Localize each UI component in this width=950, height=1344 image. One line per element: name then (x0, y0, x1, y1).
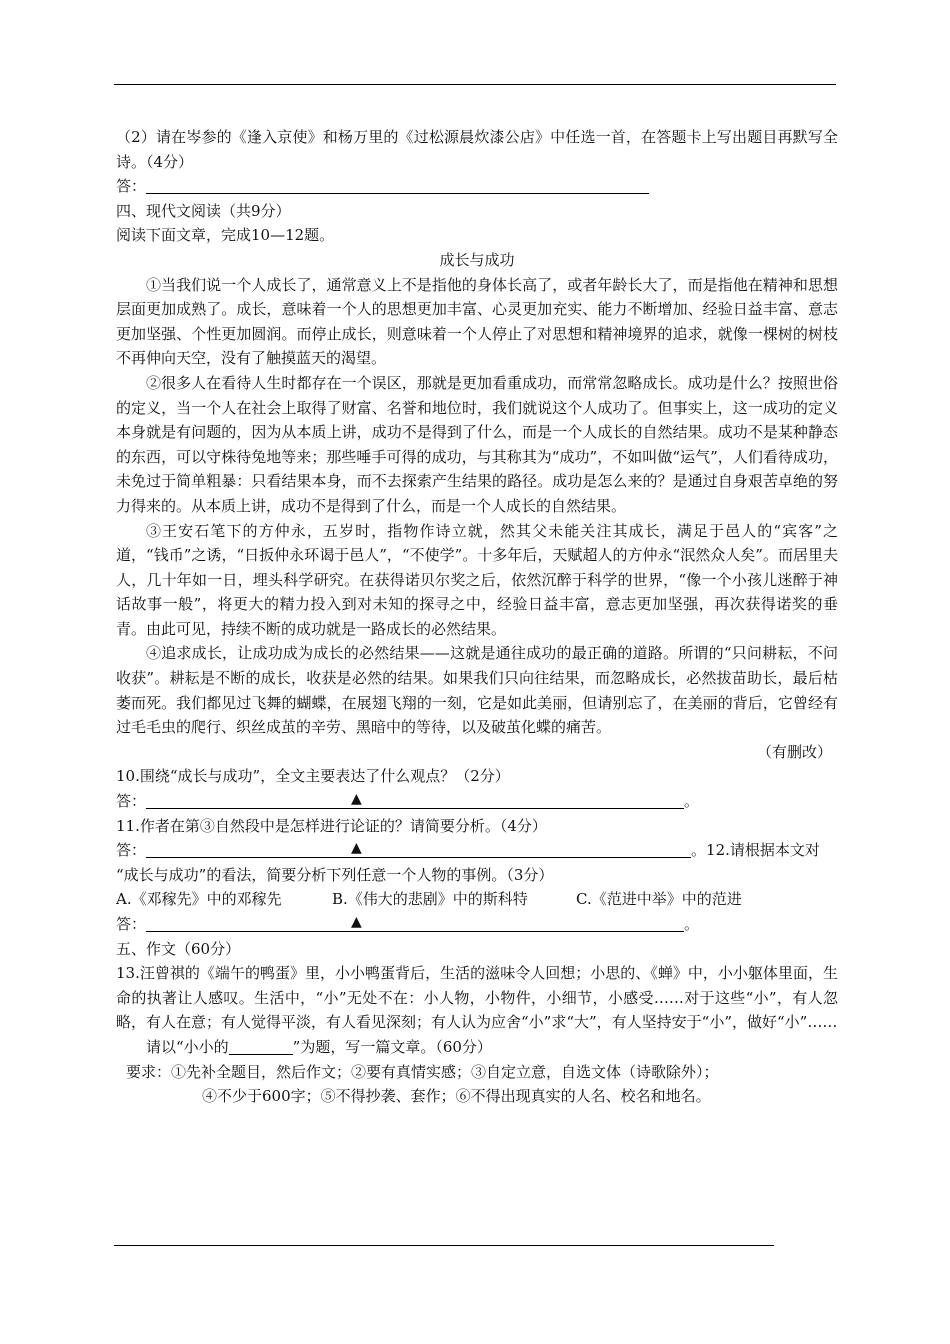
q10-answer-line (116, 789, 838, 814)
answer-end: 。 (691, 841, 707, 860)
title-blank[interactable] (229, 1038, 293, 1055)
answer-marker-icon: ▲ (351, 791, 362, 808)
q13-prompt (116, 1035, 838, 1060)
q12-text: “成长与成功”的看法，简要分析下列任意一个人物的事例。（3分） (116, 865, 554, 884)
exam-page (116, 125, 838, 1109)
q12-option-c: C.《范进中举》中的范进 (576, 890, 742, 909)
answer-marker-icon: ▲ (351, 840, 362, 857)
q11-answer-line (116, 838, 838, 863)
q11-text: 11.作者在第③自然段中是怎样进行论证的？请简要分析。（4分） (116, 816, 547, 835)
answer-blank[interactable] (146, 790, 684, 809)
answer-label: 答： (116, 792, 147, 811)
q12-options (116, 887, 838, 912)
answer-label: 答： (116, 177, 147, 196)
answer-label: 答： (116, 915, 147, 933)
answer-label: 答： (116, 841, 147, 860)
answer-blank[interactable] (146, 913, 684, 932)
q9-2-answer-line (116, 174, 838, 199)
q13-text: 13.汪曾祺的《端午的鸭蛋》里，小小鸭蛋背后，生活的滋味令人回想；小思的、《蝉》中，小小躯体里面，生命的执著让人感叹。生活中，“小”无处不在：小人物，小物件，小细节，小感受……对于这些“小”，有人忽略，有人在意；有人觉得平淡，有人看见深刻；有人认为应舍“小”求“大”，有人坚持安于“小”，做好“小”…… (116, 964, 838, 1032)
requirements-line-2: ④不少于600字；⑤不得抄袭、套作；⑥不得出现真实的人名、校名和地名。 (202, 1087, 711, 1106)
prompt-before: 请以“小小的 (146, 1037, 229, 1056)
answer-end: 。 (684, 915, 700, 933)
answer-blank[interactable] (146, 839, 691, 858)
article-paragraph-1: ①当我们说一个人成长了，通常意义上不是指他的身体长高了，或者年龄长大了，而是指他在精神和思想层面更加成熟了。成长，意味着一个人的思想更加丰富、心灵更加充实、能力不断增加、经验日益丰富、意志更加坚强、个性更加圆润。而停止成长，则意味着一个人停止了对思想和精神境界的追求，就像一棵树的树枝不再伸向天空，没有了触摸蓝天的渴望。 (116, 275, 838, 368)
article-paragraph-4: ④追求成长，让成功成为成长的必然结果——这就是通往成功的最正确的道路。所谓的“只问耕耘，不问收获”。耕耘是不断的成长，收获是必然的结果。如果我们只向往结果，而忽略成长，必然拔苗助长，最后枯萎而死。我们都见过飞舞的蝴蝶，在展翅飞翔的一刻，它是如此美丽，但请别忘了，在美丽的背后，它曾经有过毛毛虫的爬行、织丝成茧的辛劳、黑暗中的等待，以及破茧化蝶的痛苦。 (116, 644, 838, 737)
q9-2-text: （2）请在岑参的《逢入京使》和杨万里的《过松源晨炊漆公店》中任选一首，在答题卡上写出题目再默写全诗。（4分） (116, 128, 838, 171)
footer-rule (114, 1245, 774, 1246)
edit-note: （有删改） (756, 742, 832, 761)
q12-option-b: B.《伟大的悲剧》中的斯科特 (332, 890, 528, 909)
section4-heading: 四、现代文阅读（共9分） (116, 201, 291, 220)
answer-marker-icon: ▲ (351, 914, 362, 930)
q12-text-start: 12.请根据本文对 (706, 841, 820, 860)
section4-instruction: 阅读下面文章，完成10—12题。 (116, 226, 335, 245)
q12-answer-line (116, 912, 838, 937)
answer-blank[interactable] (146, 175, 649, 194)
answer-end: 。 (684, 792, 700, 811)
q12-option-a: A.《邓稼先》中的邓稼先 (116, 890, 282, 909)
prompt-after: ”为题，写一篇文章。（60分） (292, 1037, 492, 1056)
requirements-line-1: 要求：①先补全题目，然后作文；②要有真情实感；③自定立意，自选文体（诗歌除外）； (126, 1062, 719, 1081)
article-paragraph-2: ②很多人在看待人生时都存在一个误区，那就是更加看重成功，而常常忽略成长。成功是什么？按照世俗的定义，当一个人在社会上取得了财富、名誉和地位时，我们就说这个人成功了。但事实上，这一成功的定义本身就是有问题的，因为从本质上讲，成功不是得到了什么，而是一个人成长的自然结果。成功不是某种静态的东西，可以守株待兔地等来；那些唾手可得的成功，与其称其为“成功”，不如叫做“运气”，人们看待成功，未免过于简单粗暴：只看结果本身，而不去探索产生结果的路径。成功是怎么来的？是通过自身艰苦卓绝的努力得来的。从本质上讲，成功不是得到了什么，而是一个人成长的自然结果。 (116, 373, 838, 515)
article-title: 成长与成功 (439, 250, 515, 269)
section5-heading: 五、作文（60分） (116, 939, 241, 958)
q10-text: 10.围绕“成长与成功”，全文主要表达了什么观点？（2分） (116, 767, 510, 786)
article-paragraph-3: ③王安石笔下的方仲永，五岁时，指物作诗立就，然其父未能关注其成长，满足于邑人的“宾客”之道，“钱币”之诱，“日扳仲永环谒于邑人”，“不使学”。十多年后，天赋超人的方仲永“泯然众人矣”。而居里夫人，几十年如一日，埋头科学研究。在获得诺贝尔奖之后，依然沉醉于科学的世界，“像一个小孩儿迷醉于神话故事一般”，将更大的精力投入到对未知的探寻之中，经验日益丰富，意志更加坚强，再次获得诺奖的垂青。由此可见，持续不断的成功就是一路成长的必然结果。 (116, 521, 838, 638)
header-rule (114, 84, 836, 85)
